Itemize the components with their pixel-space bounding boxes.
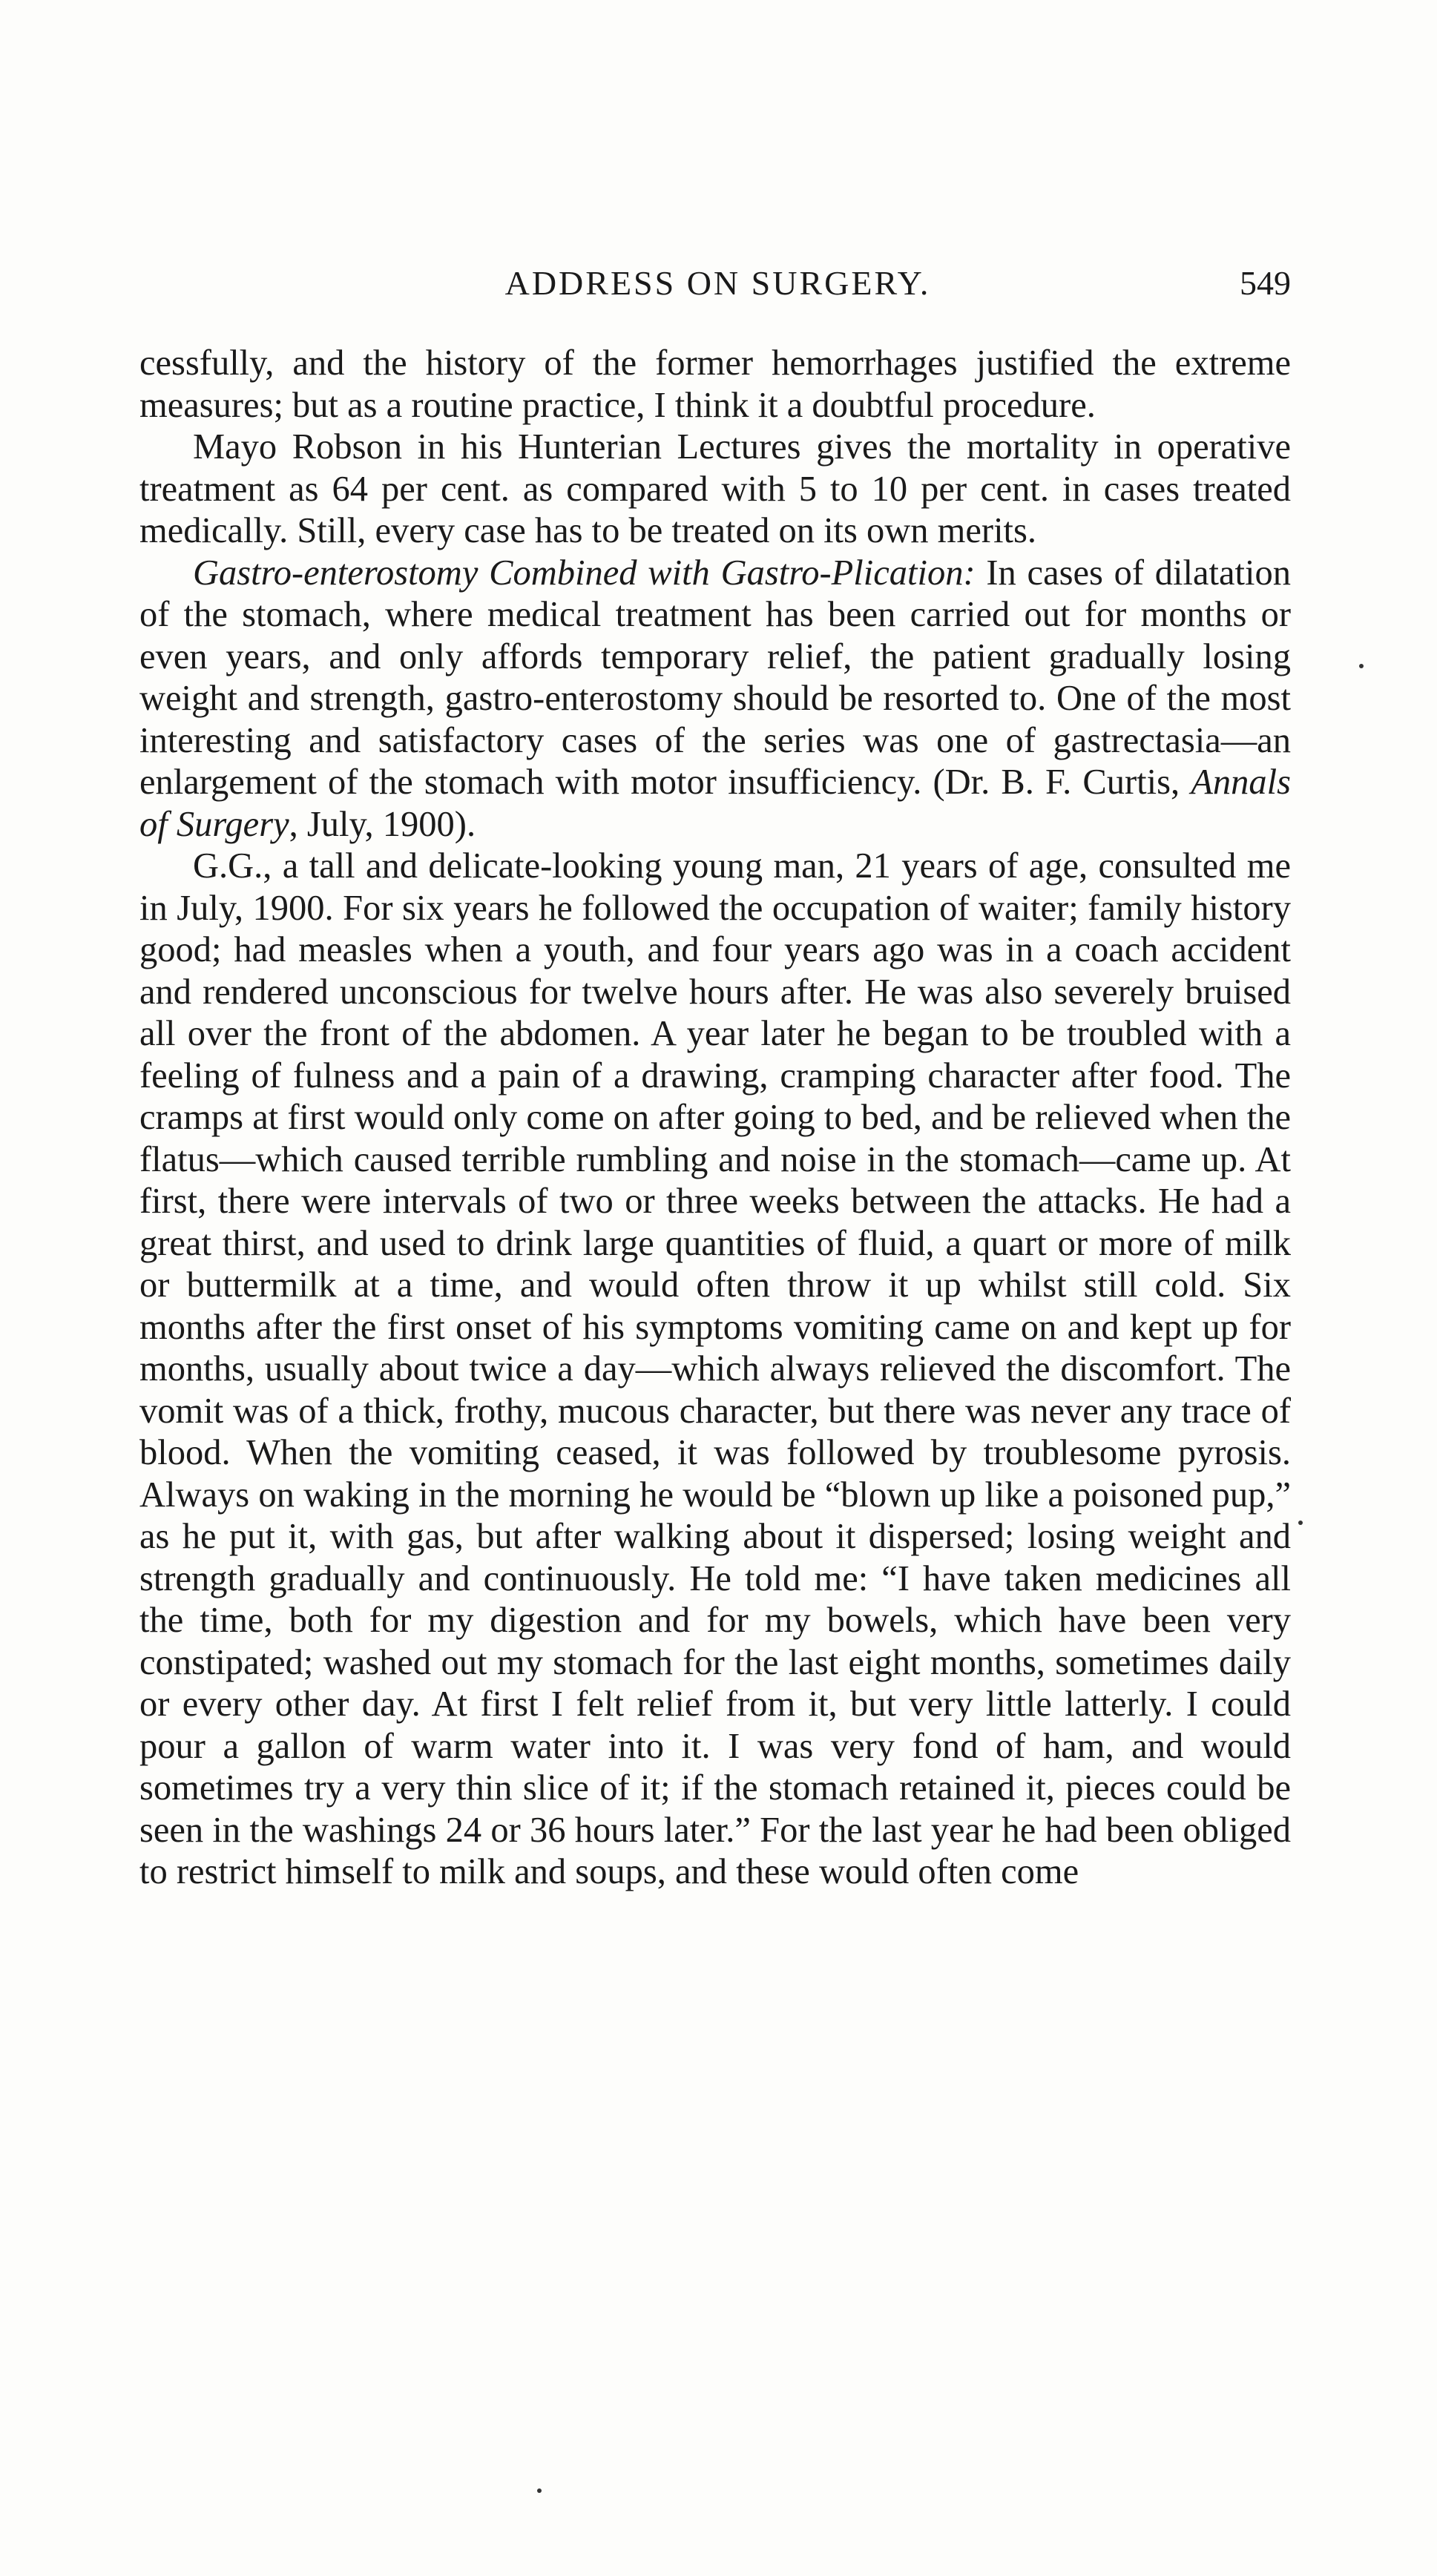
running-head <box>145 261 1291 306</box>
text-segment: , July, 1900). <box>289 804 476 844</box>
section-heading-italic: Gastro-enterostomy Combined with Gastro-Plication: <box>193 553 976 593</box>
text-segment: cessfully, and the history of the former hemorrhages justified the extreme measures; but as a routine practice, I think it a doubtful procedure. <box>139 343 1291 425</box>
paragraph-case-history <box>139 846 1291 1894</box>
stray-ink-dot <box>1359 664 1364 668</box>
journal-title-italic: Annals of Surgery <box>139 762 1291 844</box>
page-number: 549 <box>1240 264 1291 302</box>
stray-ink-dot <box>1298 1521 1303 1525</box>
paragraph-mayo-robson <box>139 426 1291 553</box>
body-text <box>139 343 1291 1894</box>
stray-ink-dot <box>537 2488 542 2493</box>
paragraph-gastro-enterostomy <box>139 553 1291 846</box>
paragraph-continuation <box>139 343 1291 426</box>
running-title: ADDRESS ON SURGERY. <box>504 264 931 302</box>
text-segment: Mayo Robson in his Hunterian Lectures gives the mortality in operative treatment as 64 per cent. as compared with 5 to 10 per cent. in cases treated medically. Still, every case has to be treated on its own merits. <box>139 427 1291 550</box>
text-segment: In cases of dilatation of the stomach, where medical treatment has been carried out for months or even years, and only affords temporary relief, the patient gradually losing weight and strength, gastro-enterostomy should be resorted to. One of the most interesting and satisfactory cases of the series was one of gastrectasia—an enlargement of the stomach with motor insufficiency. (Dr. B. F. Curtis, <box>139 553 1291 802</box>
text-segment: G.G., a tall and delicate-looking young man, 21 years of age, consulted me in July, 1900. For six years he followed the occupation of waiter; family history good; had measles when a youth, and four years ago was in a coach accident and rendered unconscious for twelve hours after. He was also severely bruised all over the front of the abdomen. A year later he began to be troubled with a feeling of fulness and a pain of a drawing, cramping character after food. The cramps at first would only come on after going to bed, and be relieved when the flatus—which caused terrible rumbling and noise in the stomach—came up. At first, there were intervals of two or three weeks between the attacks. He had a great thirst, and used to drink large quantities of fluid, a quart or more of milk or buttermilk at a time, and would often throw it up whilst still cold. Six months after the first onset of his symptoms vomiting came on and kept up for months, usually about twice a day—which always relieved the discomfort. The vomit was of a thick, frothy, mucous character, but there was never any trace of blood. When the vomiting ceased, it was followed by troublesome pyrosis. Always on waking in the morning he would be “blown up like a poisoned pup,” as he put it, with gas, but after walking about it dispersed; losing weight and strength gradually and continuously. He told me: “I have taken medicines all the time, both for my digestion and for my bowels, which have been very constipated; washed out my stomach for the last eight months, sometimes daily or every other day. At first I felt relief from it, but very little latterly. I could pour a gallon of warm water into it. I was very fond of ham, and would sometimes try a very thin slice of it; if the stomach retained it, pieces could be seen in the washings 24 or 36 hours later.” For the last year he had been obliged to restrict himself to milk and soups, and these would often come <box>139 846 1291 1891</box>
